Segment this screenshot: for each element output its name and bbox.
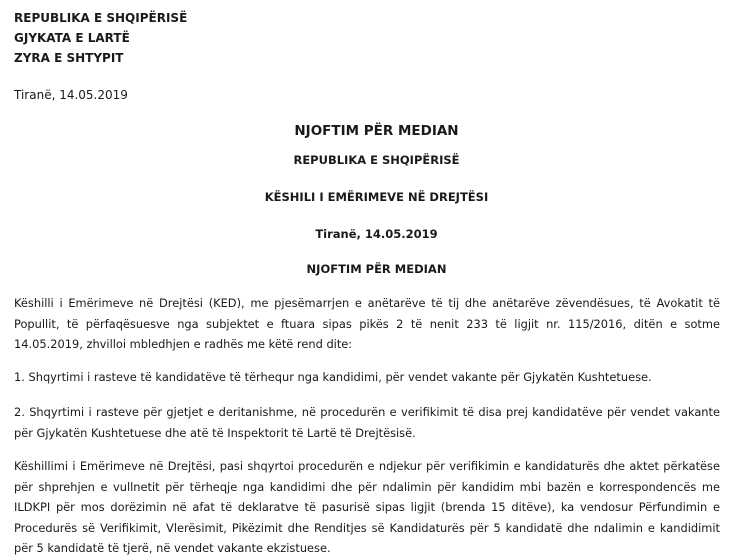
subtitle-date: Tiranë, 14.05.2019: [315, 227, 438, 241]
paragraph-item-2: 2. Shqyrtimi i rasteve për gjetjet e deritanishme, në procedurën e verifikimit të disa prej kandidatëve për vendet vakante për Gjykatën Kushtetuese dhe atë të Inspektorit të Lartë të Drejtësisë.: [14, 405, 720, 440]
paragraph-item-1: 1. Shqyrtimi i rasteve të kandidatëve të tërhequr nga kandidimi, për vendet vakante për Gjykatën Kushtetuese.: [14, 370, 652, 384]
document-date: Tiranë, 14.05.2019: [14, 88, 128, 102]
paragraph-intro: Këshilli i Emërimeve në Drejtësi (KED), me pjesëmarrjen e anëtarëve të tij dhe anëtarëve zëvendësues, të Avokatit të Popullit, të përfaqësuesve nga subjektet e ftuara sipas pikës 2 të nenit 233 të ligjit nr. 115/2016, ditën e sotme 14.05.2019, zhvilloi mbledhjen e radhës me këtë rend dite:: [14, 296, 720, 351]
header-republic: REPUBLIKA E SHQIPËRISË: [14, 11, 188, 25]
subtitle-notice: NJOFTIM PËR MEDIAN: [306, 262, 447, 276]
header-court: GJYKATA E LARTË: [14, 31, 130, 45]
paragraph-decision: Këshillimi i Emërimeve në Drejtësi, pasi shqyrtoi procedurën e ndjekur për verifikimin e kandidaturës dhe aktet përkatëse për shprehjen e vullnetit për tërheqje nga kandidimi dhe për ndalimin për kandidim mbi bazën e korrespondencës me ILDKPI për mos dorëzimin në afat të deklaratve të pasurisë sipas ligjit (brenda 15 ditëve), ka vendosur Përfundimin e Procedurës së Verifikimit, Vlerësimit, Pikëzimit dhe Renditjes së Kandidaturës për 5 kandidatë dhe ndalimin e kandidimit për 5 kandidatë të tjerë, në vendet vakante ekzistuese.: [14, 459, 720, 555]
subtitle-council: KËSHILI I EMËRIMEVE NË DREJTËSI: [264, 190, 489, 204]
page-title: NJOFTIM PËR MEDIAN: [294, 123, 459, 139]
subtitle-republic: REPUBLIKA E SHQIPËRISË: [293, 153, 460, 167]
header-press-office: ZYRA E SHTYPIT: [14, 51, 124, 65]
